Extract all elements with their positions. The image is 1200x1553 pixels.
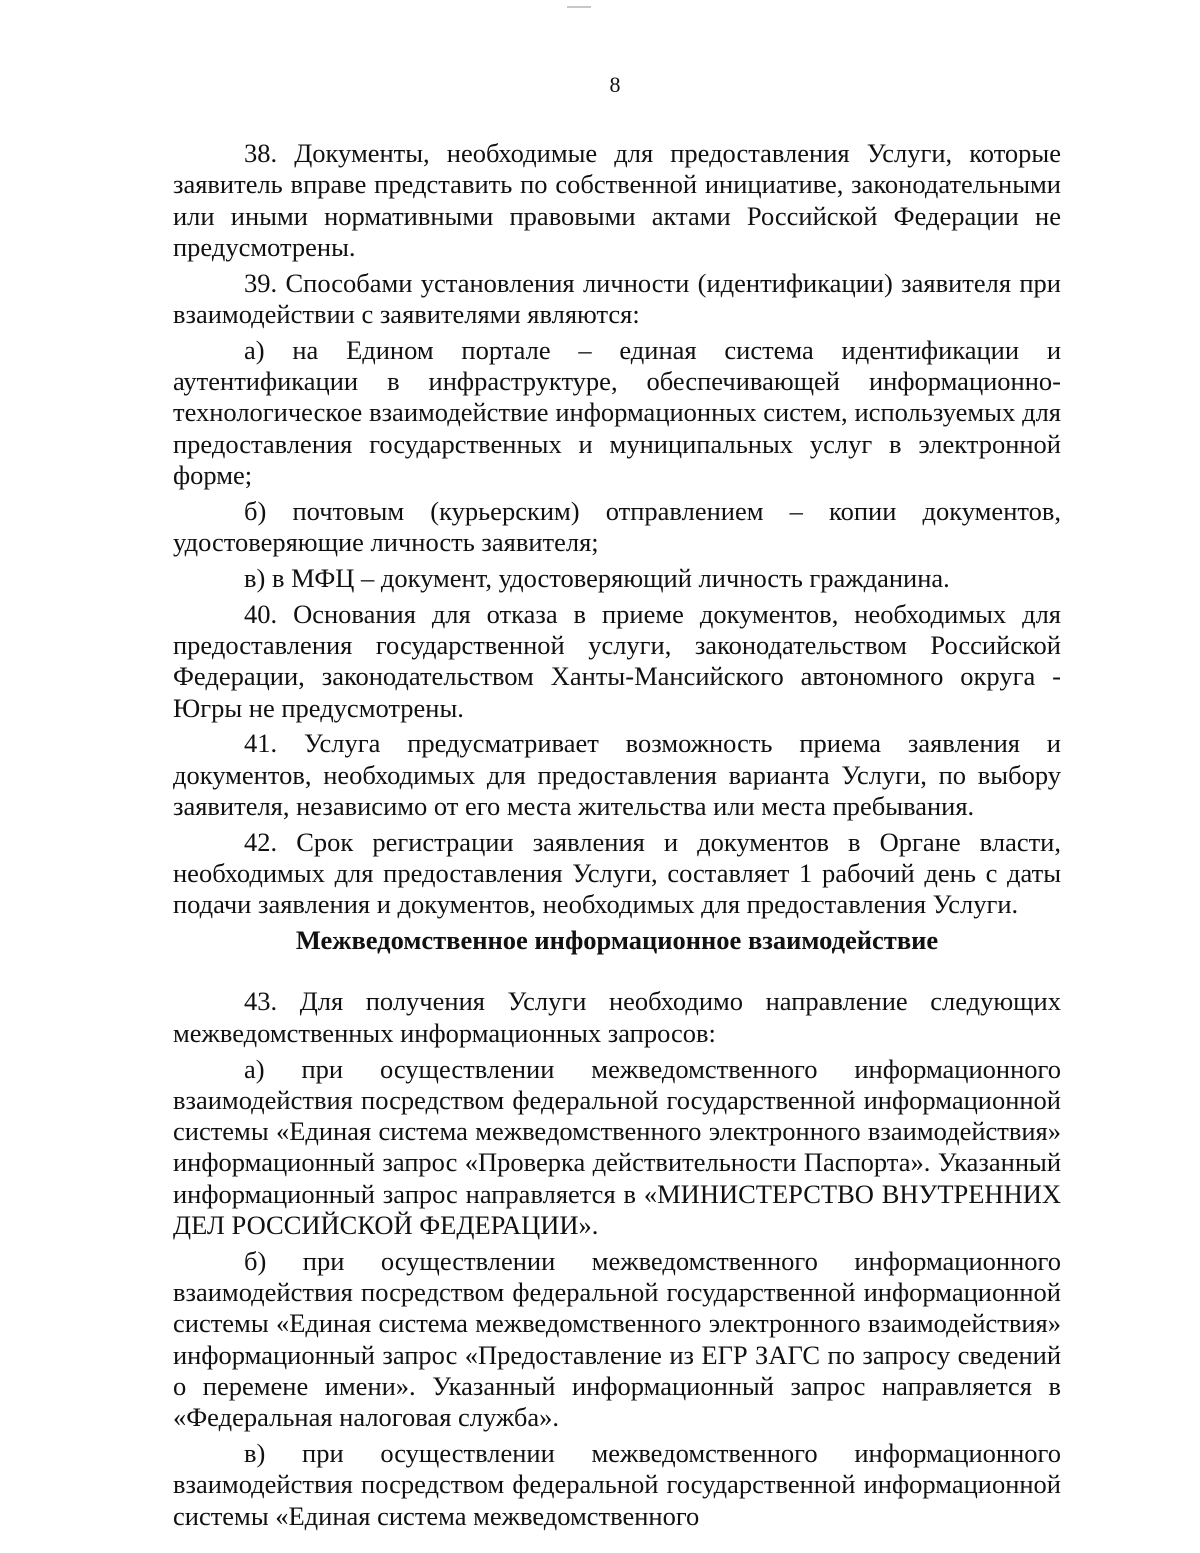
paragraph-43: 43. Для получения Услуги необходимо направление следующих межведомственных информационных запросов: xyxy=(173,986,1061,1048)
paragraph-42: 42. Срок регистрации заявления и документов в Органе власти, необходимых для предоставления Услуги, составляет 1 рабочий день с даты подачи заявления и документов, необходимых для предоставления Услуги. xyxy=(173,826,1061,920)
paragraph-40: 40. Основания для отказа в приеме документов, необходимых для предоставления государственной услуги, законодательством Российской Федерации, законодательством Ханты-Мансийского автономного округа - Югры не предусмотрены. xyxy=(173,598,1061,723)
scan-artifact xyxy=(567,6,591,8)
document-body xyxy=(173,138,1061,1536)
paragraph-43-v: в) при осуществлении межведомственного информационного взаимодействия посредством федеральной государственной информационной системы «Единая система межведомственного xyxy=(173,1438,1061,1531)
paragraph-39-v: в) в МФЦ – документ, удостоверяющий личность гражданина. xyxy=(244,562,950,593)
paragraph-39-b: б) почтовым (курьерским) отправлением – копии документов, удостоверяющие личность заявителя; xyxy=(173,495,1061,558)
paragraph-39-a: а) на Едином портале – единая система идентификации и аутентификации в инфраструктуре, обеспечивающей информационно-технологическое взаимодействие информационных систем, используемых для предоставления государственных и муниципальных услуг в электронной форме; xyxy=(173,334,1061,490)
paragraph-43-a: а) при осуществлении межведомственного информационного взаимодействия посредством федеральной государственной информационной системы «Единая система межведомственного электронного взаимодействия» информационный запрос «Проверка действительности Паспорта». Указанный информационный запрос направляется в «МИНИСТЕРСТВО ВНУТРЕННИХ ДЕЛ РОССИЙСКОЙ ФЕДЕРАЦИИ». xyxy=(173,1053,1061,1240)
section-heading: Межведомственное информационное взаимодействие xyxy=(295,925,939,956)
paragraph-41: 41. Услуга предусматривает возможность приема заявления и документов, необходимых для предоставления варианта Услуги, по выбору заявителя, независимо от его места жительства или места пребывания. xyxy=(173,728,1061,821)
paragraph-43-b: б) при осуществлении межведомственного информационного взаимодействия посредством федеральной государственной информационной системы «Единая система межведомственного электронного взаимодействия» информационный запрос «Предоставление из ЕГР ЗАГС по запросу сведений о перемене имени». Указанный информационный запрос направляется в «Федеральная налоговая служба». xyxy=(173,1245,1061,1433)
paragraph-38: 38. Документы, необходимые для предоставления Услуги, которые заявитель вправе представить по собственной инициативе, законодательными или иными нормативными правовыми актами Российской Федерации не предусмотрены. xyxy=(173,138,1061,262)
page-number: 8 xyxy=(609,72,621,97)
paragraph-39: 39. Способами установления личности (идентификации) заявителя при взаимодействии с заявителями являются: xyxy=(173,267,1061,329)
